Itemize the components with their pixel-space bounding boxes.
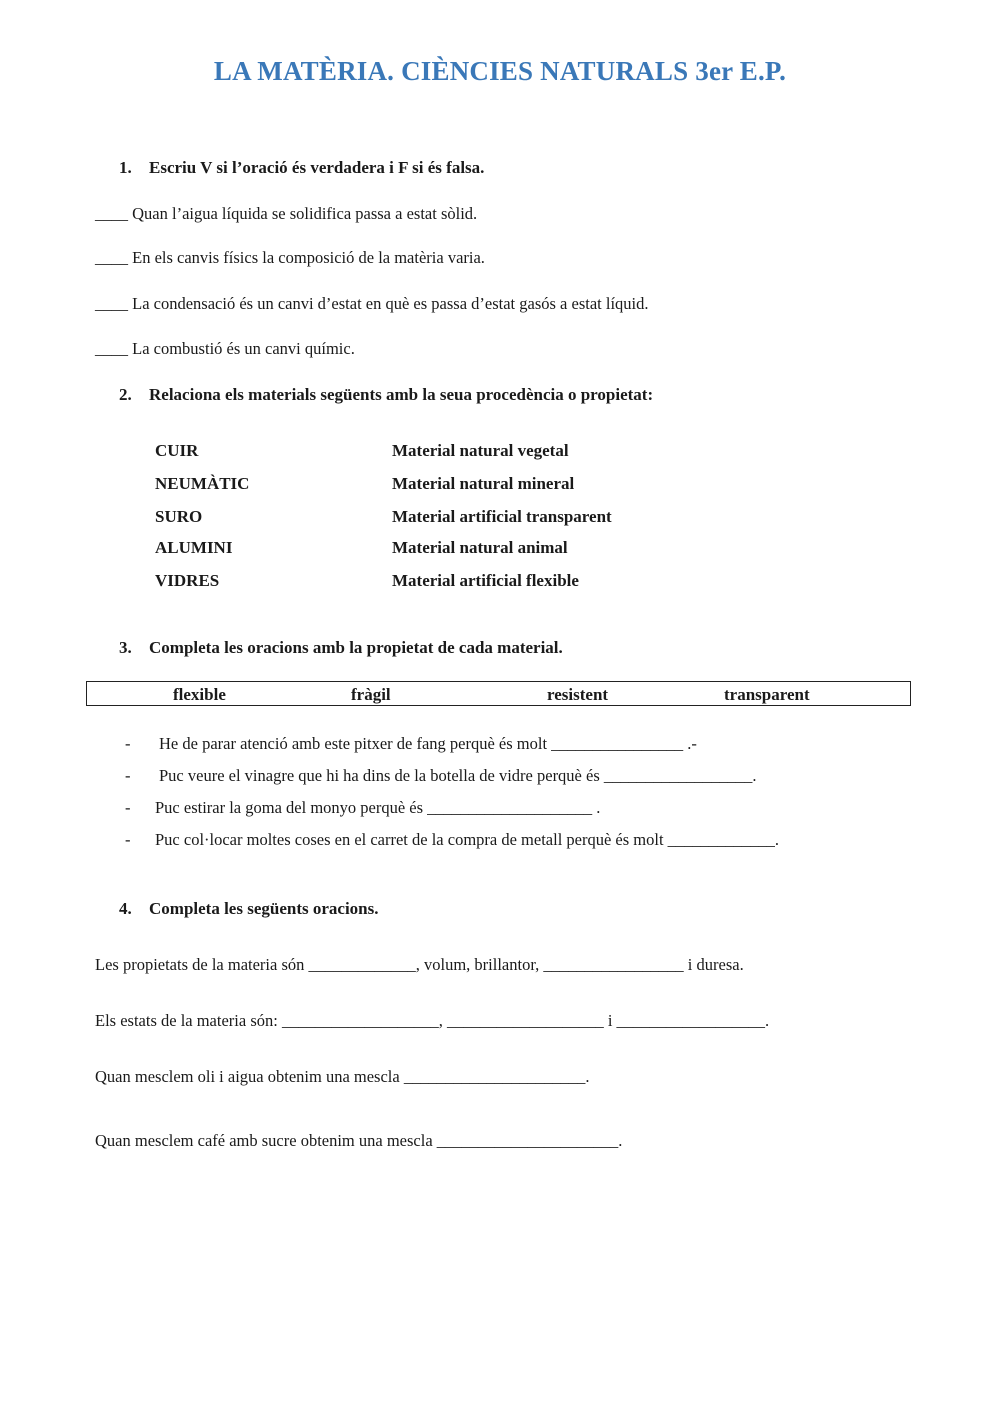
word-bank-item[interactable]: resistent	[547, 685, 609, 704]
material-item[interactable]: ALUMINI	[155, 538, 233, 557]
question-4-text: Completa les següents oracions.	[149, 899, 379, 918]
page-title: LA MATÈRIA. CIÈNCIES NATURALS 3er E.P.	[213, 56, 787, 86]
question-3-text: Completa les oracions amb la propietat de cada material.	[149, 638, 563, 657]
q4-sentence-2[interactable]: Els estats de la materia són: ___________________, ___________________ i __________________.	[95, 1011, 770, 1030]
question-1-text: Escriu V si l’oració és verdadera i F si és falsa.	[149, 158, 485, 177]
material-item[interactable]: CUIR	[155, 441, 199, 460]
material-item[interactable]: NEUMÀTIC	[155, 474, 250, 493]
question-4-number: 4.	[119, 899, 132, 918]
q3-sentence-text: Puc col·locar moltes coses en el carret de la compra de metall perquè és molt _____________.	[155, 830, 780, 849]
q4-sentence-1[interactable]: Les propietats de la materia són _____________, volum, brillantor, _________________ i duresa.	[95, 955, 744, 974]
property-item[interactable]: Material natural animal	[392, 538, 568, 557]
q3-sentence-4[interactable]	[125, 830, 779, 850]
q3-sentence-text: Puc estirar la goma del monyo perquè és ____________________ .	[155, 798, 601, 817]
property-item[interactable]: Material artificial flexible	[392, 571, 579, 590]
property-item[interactable]: Material artificial transparent	[392, 507, 612, 526]
q3-sentence-1[interactable]	[125, 734, 697, 754]
q4-sentence-4[interactable]: Quan mesclem café amb sucre obtenim una mescla ______________________.	[95, 1131, 623, 1150]
q3-sentence-text: Puc veure el vinagre que hi ha dins de la botella de vidre perquè és __________________.	[159, 766, 757, 785]
bullet-dash: -	[125, 798, 131, 817]
word-bank-item[interactable]: fràgil	[351, 685, 391, 704]
q1-statement-2[interactable]: ____ En els canvis físics la composició de la matèria varia.	[95, 248, 485, 267]
q4-sentence-3[interactable]: Quan mesclem oli i aigua obtenim una mescla ______________________.	[95, 1067, 590, 1086]
question-3-number: 3.	[119, 638, 132, 657]
word-bank-item[interactable]: transparent	[724, 685, 810, 704]
question-1-number: 1.	[119, 158, 132, 177]
property-item[interactable]: Material natural mineral	[392, 474, 575, 493]
q3-sentence-text: He de parar atenció amb este pitxer de fang perquè és molt ________________ .-	[159, 734, 697, 753]
word-bank-item[interactable]: flexible	[173, 685, 226, 704]
question-2-text: Relaciona els materials següents amb la seua procedència o propietat:	[149, 385, 654, 404]
q1-statement-3[interactable]: ____ La condensació és un canvi d’estat en què es passa d’estat gasós a estat líquid.	[95, 294, 649, 313]
question-4-heading	[119, 899, 378, 919]
question-3-heading	[119, 638, 563, 658]
word-bank-box	[86, 681, 911, 706]
property-item[interactable]: Material natural vegetal	[392, 441, 569, 460]
bullet-dash: -	[125, 830, 131, 849]
q3-sentence-3[interactable]	[125, 798, 600, 818]
bullet-dash: -	[125, 734, 131, 753]
material-item[interactable]: SURO	[155, 507, 203, 526]
q1-statement-1[interactable]: ____ Quan l’aigua líquida se solidifica passa a estat sòlid.	[95, 204, 478, 223]
question-2-heading	[119, 385, 653, 405]
question-2-number: 2.	[119, 385, 132, 404]
material-item[interactable]: VIDRES	[155, 571, 220, 590]
q1-statement-4[interactable]: ____ La combustió és un canvi químic.	[95, 339, 355, 358]
question-1-heading	[119, 158, 484, 178]
q3-sentence-2[interactable]	[125, 766, 757, 786]
bullet-dash: -	[125, 766, 131, 785]
